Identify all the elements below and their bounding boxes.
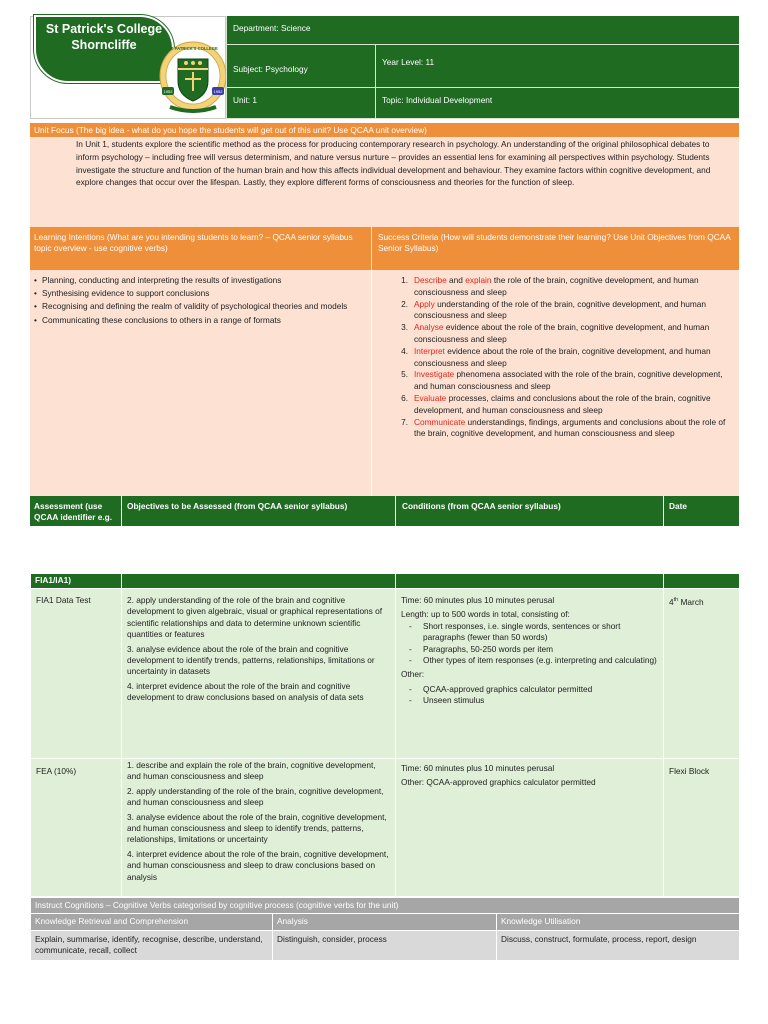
unit-label: Unit: 1 — [233, 95, 257, 105]
unit-focus-body — [30, 137, 739, 227]
cognitions-col-heading: Knowledge Utilisation — [497, 914, 740, 930]
list-number: 1. — [401, 275, 408, 285]
cognitive-verb: Interpret — [414, 345, 445, 356]
list-text: evidence about the role of the brain, cognitive development, and human consciousness and sleep — [414, 322, 710, 344]
table-row — [31, 589, 740, 759]
objectives-col-heading — [121, 496, 395, 526]
cognitions-verbs: Distinguish, consider, process — [273, 930, 497, 960]
assessment-objectives — [122, 759, 396, 897]
objective-item: 2. apply understanding of the role of the brain, cognitive development, and human consciousness and sleep — [127, 785, 384, 808]
department-label: Department: Science — [233, 23, 311, 33]
length-list — [401, 621, 658, 667]
cognitions-heading-row — [31, 898, 740, 914]
learning-intentions-list — [34, 275, 367, 326]
assessment-date — [664, 589, 740, 759]
date-col-heading-text: Date — [669, 501, 687, 511]
assessment-name: FEA (10%) — [31, 759, 122, 897]
assessment-conditions — [396, 759, 664, 897]
list-item: - Paragraphs, 50-250 words per item — [401, 644, 658, 655]
learning-intentions-body — [30, 270, 372, 496]
planner-page-1 — [30, 16, 739, 522]
list-text: understandings, findings, arguments and conclusions about the role of the brain, cognitive development, and human consciousness and sleep — [414, 416, 726, 439]
objective-item: 3. analyse evidence about the role of the brain and cognitive development to identify trends, patterns, relationships, limitations or uncertainty in datasets — [127, 643, 375, 677]
learning-intentions-heading — [30, 227, 372, 270]
cognitions-verbs: Discuss, construct, formulate, process, report, design — [497, 930, 740, 960]
list-item — [394, 369, 733, 393]
list-text: understanding of the role of the brain, cognitive development, and human consciousness and sleep — [414, 298, 706, 321]
table-row — [31, 759, 740, 897]
condition-time: Time: 60 minutes plus 10 minutes perusal — [401, 763, 555, 773]
unit-focus-heading — [30, 123, 739, 137]
list-text: and — [446, 275, 466, 285]
assessment-date: Flexi Block — [664, 759, 740, 897]
assessment-continuation-text: FIA1/IA1) — [31, 574, 122, 589]
unit-focus-text: In Unit 1, students explore the scientific method as the process for producing contemporary research in psychology. An understanding of the original philosophical debates to inform psychology – including free will versus determinism, and nature versus nurture – provides an essential lens for examining all perspectives within psychology. Students investigate the structure and function of the human brain and how this affects individual development and behaviour. They examine factors within cognitive development, and explore changes that occur over the lifespan. Lastly, they explore different forms of consciousness and theories for the function of sleep. — [76, 139, 711, 188]
cognitions-table — [30, 897, 740, 961]
date-month: March — [678, 596, 704, 607]
success-criteria-heading-text: Success Criteria (How will students demonstrate their learning? Use Unit Objectives from QCAA Senior Syllabus) — [378, 232, 731, 254]
list-text: phenomena associated with the role of the brain, cognitive development, and human consciousness and sleep — [414, 369, 723, 392]
unit-focus-heading-text: Unit Focus (The big idea - what do you hope the students will get out of this unit? Use QCAA unit overview) — [34, 125, 427, 135]
condition-length: Length: up to 500 words in total, consisting of: — [401, 609, 570, 620]
objective-item: 4. interpret evidence about the role of the brain, cognitive development, and human consciousness and sleep to draw conclusions based on analysis — [127, 848, 389, 882]
school-name-badge — [34, 15, 174, 83]
list-item: • Synthesising evidence to support conclusions — [34, 288, 367, 299]
list-item — [394, 346, 733, 370]
list-item: • Communicating these conclusions to others in a range of formats — [34, 315, 367, 326]
list-number: 2. — [401, 298, 408, 309]
cognitive-verb: Describe — [414, 275, 447, 285]
list-item — [394, 299, 733, 323]
cognitive-verb: Communicate — [414, 416, 466, 427]
cognitive-verb: explain — [465, 275, 492, 285]
cognitions-heading: Instruct Cognitions – Cognitive Verbs categorised by cognitive process (cognitive verbs for the unit) — [31, 898, 740, 914]
learning-intentions-heading-text: Learning Intentions (What are you intending students to learn? – QCAA senior syllabus topic overview - use cognitive verbs) — [34, 232, 353, 254]
success-criteria-heading — [372, 227, 739, 270]
list-item: • Planning, conducting and interpreting the results of investigations — [34, 275, 367, 286]
list-item — [394, 322, 733, 346]
subject-cell — [226, 45, 375, 88]
department-cell — [226, 16, 739, 45]
year-level-label: Year Level: 11 — [382, 57, 435, 67]
list-item — [394, 417, 733, 441]
cognitions-body-row — [31, 930, 740, 960]
school-name: St Patrick's College Shorncliffe — [45, 22, 163, 52]
planner-page-2 — [30, 573, 739, 961]
topic-cell — [375, 88, 739, 119]
list-item: - Unseen stimulus — [401, 695, 658, 706]
objective-item: 1. describe and explain the role of the brain, cognitive development, and human consciousness and sleep — [127, 760, 376, 782]
condition-time: Time: 60 minutes plus 10 minutes perusal — [401, 595, 555, 605]
condition-other: Other: — [401, 669, 425, 680]
list-number: 4. — [401, 345, 408, 356]
cognitive-verb: Evaluate — [414, 392, 447, 403]
date-col-heading — [663, 496, 739, 526]
list-item — [394, 275, 733, 299]
list-item: - Short responses, i.e. single words, sentences or short paragraphs (fewer than 50 words) — [401, 621, 658, 644]
subject-label: Subject: Psychology — [233, 64, 308, 74]
school-logo-area — [30, 16, 226, 119]
list-number: 3. — [401, 322, 408, 333]
condition-other: Other: QCAA-approved graphics calculator permitted — [401, 777, 596, 788]
cognitive-verb: Analyse — [414, 322, 444, 333]
list-item: - Other types of item responses (e.g. interpreting and calculating) — [401, 655, 658, 666]
assessment-continuation-row — [31, 574, 740, 589]
school-crest-icon — [158, 39, 228, 113]
date-day: 4 — [669, 596, 674, 607]
assessment-name: FIA1 Data Test — [31, 589, 122, 759]
crest-year-left: 1952 — [163, 89, 173, 94]
list-number: 6. — [401, 392, 408, 403]
list-text: evidence about the role of the brain, cognitive development, and human consciousness and sleep — [414, 345, 711, 368]
cognitions-col-heading: Analysis — [273, 914, 497, 930]
objective-item: 2. apply understanding of the role of the brain and cognitive development to given algebraic, visual or graphical representations of scientific relationships and data to determine unknown scientific quantities or features — [127, 595, 383, 640]
list-text: processes, claims and conclusions about the role of the brain, cognitive development, and human consciousness and sleep — [414, 392, 711, 415]
list-item: - QCAA-approved graphics calculator permitted — [401, 684, 658, 695]
cognitive-verb: Investigate — [414, 369, 455, 380]
objective-item: 4. interpret evidence about the role of the brain and cognitive development to draw conclusions based on analysis of data sets — [127, 680, 364, 703]
objectives-col-heading-text: Objectives to be Assessed (from QCAA senior syllabus) — [127, 501, 348, 511]
year-level-cell — [375, 45, 739, 88]
list-number: 5. — [401, 369, 408, 380]
date-suffix: th — [673, 597, 679, 603]
unit-cell — [226, 88, 375, 119]
assessment-col-heading-text: Assessment (use QCAA identifier e.g. — [34, 501, 113, 522]
crest-year-right: 1952 — [213, 89, 223, 94]
assessment-col-heading — [30, 496, 121, 526]
list-number: 7. — [401, 416, 408, 427]
list-item: • Recognising and defining the realm of validity of psychological theories and models — [34, 301, 367, 312]
conditions-col-heading — [395, 496, 663, 526]
objective-item: 3. analyse evidence about the role of the brain, cognitive development, and human consciousness and sleep to identify trends, patterns, relationships, limitations or uncertainty — [127, 811, 387, 845]
cognitions-verbs: Explain, summarise, identify, recognise, describe, understand, communicate, recall, collect — [31, 930, 273, 960]
cognitions-col-heading: Knowledge Retrieval and Comprehension — [31, 914, 273, 930]
topic-label: Topic: Individual Development — [382, 95, 493, 105]
cognitions-subheading-row — [31, 914, 740, 930]
assessment-conditions — [396, 589, 664, 759]
list-item — [394, 393, 733, 417]
success-criteria-list — [394, 275, 733, 440]
list-text: the role of the brain, cognitive development, and human consciousness and sleep — [414, 275, 699, 297]
cognitive-verb: Apply — [414, 298, 435, 309]
conditions-col-heading-text: Conditions (from QCAA senior syllabus) — [402, 501, 561, 511]
assessment-table — [30, 573, 740, 897]
success-criteria-body — [372, 270, 739, 496]
assessment-objectives — [122, 589, 396, 759]
crest-top-text: ST PATRICK'S COLLEGE — [168, 46, 218, 51]
other-list — [401, 684, 658, 707]
